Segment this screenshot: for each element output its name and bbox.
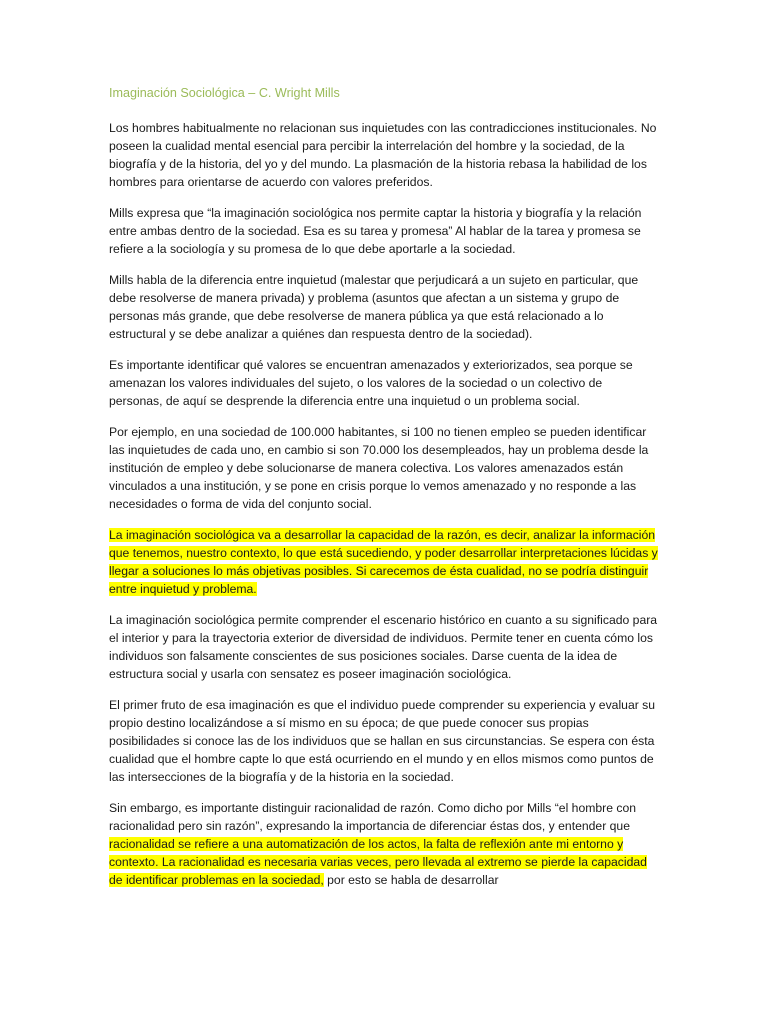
paragraph-3: Mills habla de la diferencia entre inquietud (malestar que perjudicará a un sujeto en particular, que debe resolverse de manera privada) y problema (asuntos que afectan a un sistema y grupo de personas más grande, que debe resolverse de manera pública ya que está relacionado a lo estructural y se debe analizar a quiénes dan respuesta dentro de la sociedad). [109,273,639,341]
highlighted-paragraph-text: La imaginación sociológica va a desarrollar la capacidad de la razón, es decir, analizar la información que tenemos, nuestro contexto, lo que está sucediendo, y poder desarrollar interpretaciones lúcidas y llegar a soluciones lo más objetivas posibles. Si carecemos de ésta cualidad, no se podría distinguir entre inquietud y problema. [109,528,658,596]
paragraph-7: La imaginación sociológica permite comprender el escenario histórico en cuanto a su significado para el interior y para la trayectoria exterior de diversidad de individuos. Permite tener en cuenta cómo los individuos son falsamente conscientes de sus posiciones sociales. Darse cuenta de la idea de estructura social y usarla con sensatez es poseer imaginación sociológica. [109,613,658,681]
paragraph-9-intro: Sin embargo, es importante distinguir racionalidad de razón. Como dicho por Mills “el hombre con racionalidad pero sin razón”, expresando la importancia de diferenciar éstas dos, y entender que [109,801,637,833]
paragraph-1: Los hombres habitualmente no relacionan sus inquietudes con las contradicciones institucionales. No poseen la cualidad mental esencial para percibir la interrelación del hombre y la sociedad, de la biografía y de la historia, del yo y del mundo. La plasmación de la historia rebasa la habilidad de los hombres para orientarse de acuerdo con valores preferidos. [109,121,657,189]
paragraph-5: Por ejemplo, en una sociedad de 100.000 habitantes, si 100 no tienen empleo se pueden identificar las inquietudes de cada uno, en cambio si son 70.000 los desempleados, hay un problema desde la institución de empleo y debe solucionarse de manera colectiva. Los valores amenazados están vinculados a una institución, y se pone en crisis porque lo vemos amenazado y no responde a las necesidades o forma de vida del conjunto social. [109,425,649,511]
paragraph-9-continuation: por esto se habla de desarrollar [323,873,499,887]
document-body [109,84,659,902]
paragraph-9-highlighted: racionalidad se refiere a una automatización de los actos, la falta de reflexión ante mi entorno y contexto. La racionalidad es necesaria varias veces, pero llevada al extremo se pierde la capacidad de identificar problemas en la sociedad, [109,837,647,887]
paragraph-8: El primer fruto de esa imaginación es que el individuo puede comprender su experiencia y evaluar su propio destino localizándose a sí mismo en su época; de que puede conocer sus propias posibilidades si conoce las de los individuos que se hallan en sus circunstancias. Se espera con ésta cualidad que el hombre capte lo que está ocurriendo en el mundo y en ellos mismos como puntos de las intersecciones de la biografía y de la historia en la sociedad. [109,698,656,784]
paragraph-4: Es importante identificar qué valores se encuentran amenazados y exteriorizados, sea porque se amenazan los valores individuales del sujeto, o los valores de la sociedad o un colectivo de personas, de aquí se desprende la diferencia entre una inquietud o un problema social. [109,358,633,408]
paragraph-9 [109,799,659,889]
document-title: Imaginación Sociológica – C. Wright Mills [109,86,340,100]
paragraph-2: Mills expresa que “la imaginación sociológica nos permite captar la historia y biografía y la relación entre ambas dentro de la sociedad. Esa es su tarea y promesa” Al hablar de la tarea y promesa se refiere a la sociología y su promesa de lo que debe aportarle a la sociedad. [109,206,642,256]
paragraph-6-highlighted [109,526,659,598]
